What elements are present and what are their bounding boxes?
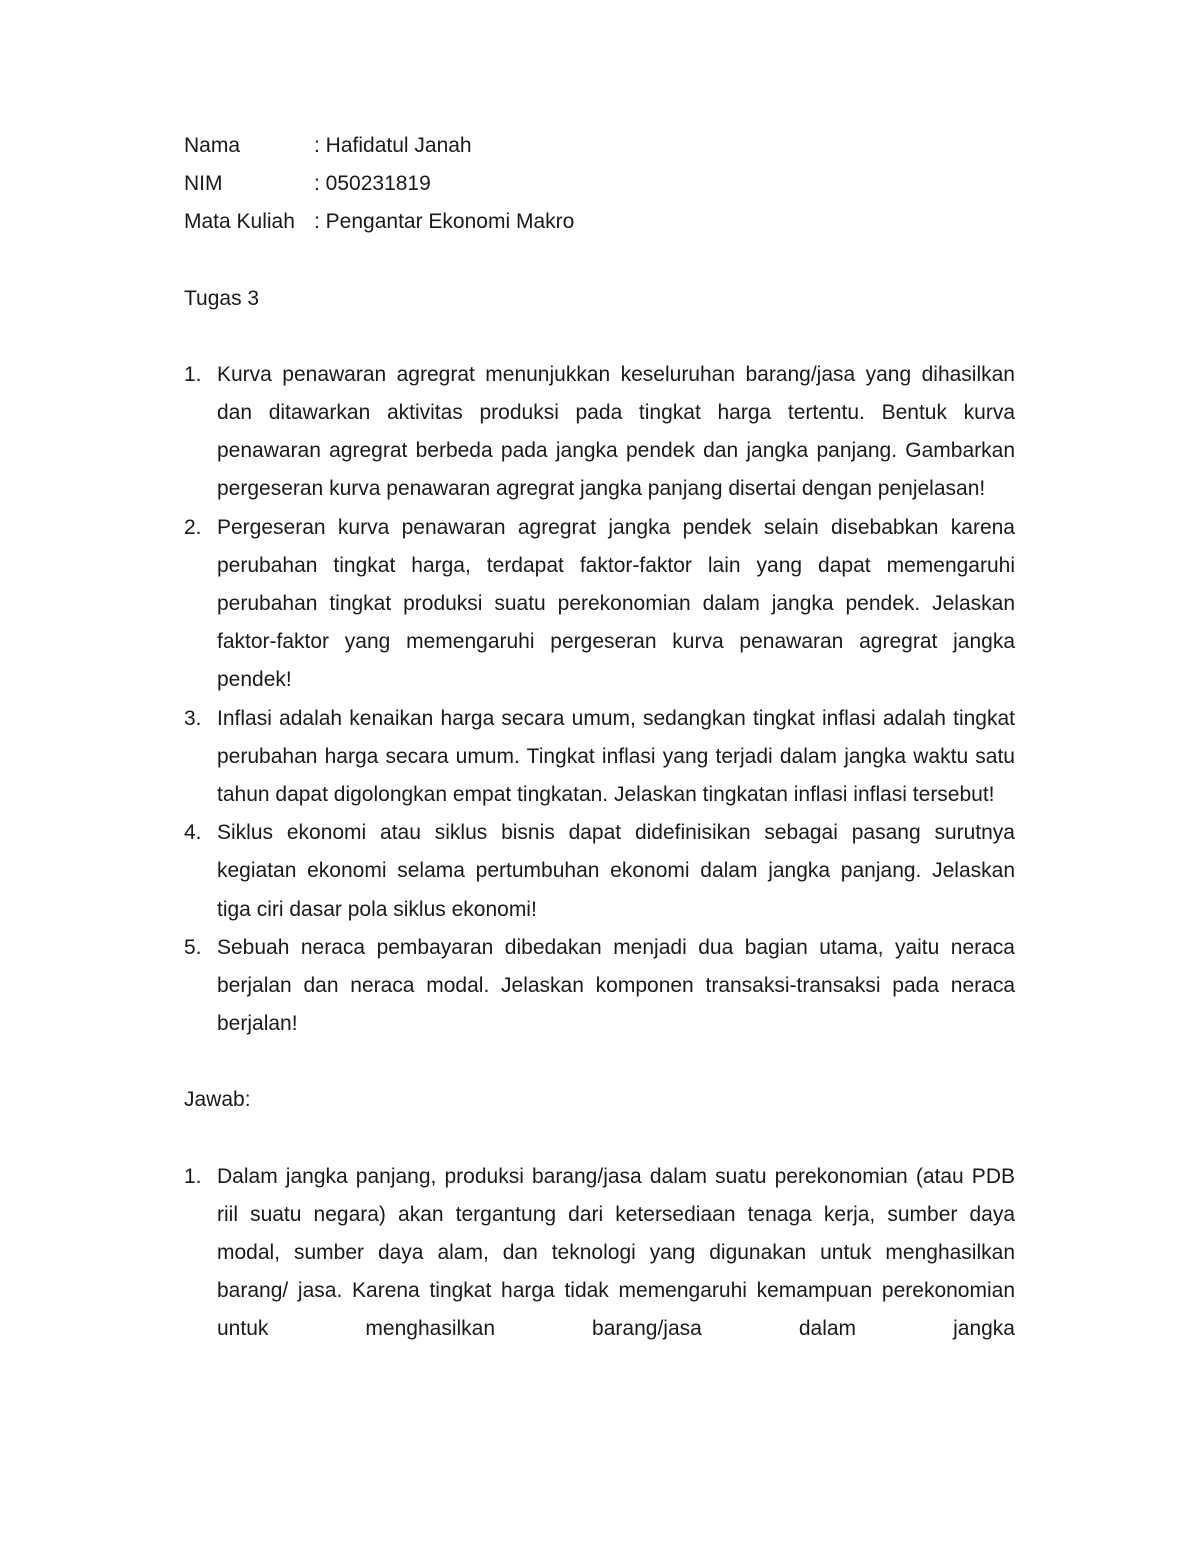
- answer-text: Dalam jangka panjang, produksi barang/jasa dalam suatu perekonomian (atau PDB riil suatu negara) akan tergantung dari ketersediaan tenaga kerja, sumber daya modal, sumber daya alam, dan teknologi yang digunakan untuk menghasilkan barang/ jasa. Karena tingkat harga tidak memengaruhi kemampuan perekonomian untuk menghasilkan barang/jasa dalam jangka: [217, 1164, 1015, 1341]
- answer-item: [184, 1158, 1015, 1349]
- answer-list: [184, 1158, 1015, 1349]
- question-list: [184, 356, 1015, 1044]
- question-number: 1.: [184, 362, 202, 386]
- nama-label: Nama: [184, 134, 241, 157]
- question-number: 3.: [184, 706, 202, 730]
- document-content: [184, 127, 1015, 1349]
- question-item: [184, 509, 1015, 700]
- question-item: [184, 356, 1015, 509]
- nim-label: NIM: [184, 172, 223, 196]
- question-number: 4.: [184, 821, 202, 845]
- question-number: 2.: [184, 515, 202, 539]
- question-text: Kurva penawaran agregrat menunjukkan keseluruhan barang/jasa yang dihasilkan dan ditawarkan aktivitas produksi pada tingkat harga tertentu. Bentuk kurva penawaran agregrat berbeda pada jangka pendek dan jangka panjang. Gambarkan pergeseran kurva penawaran agregrat jangka panjang disertai dengan penjelasan!: [217, 362, 1015, 501]
- question-text: Pergeseran kurva penawaran agregrat jangka pendek selain disebabkan karena perubahan tingkat harga, terdapat faktor-faktor lain yang dapat memengaruhi perubahan tingkat produksi suatu perekonomian dalam jangka pendek. Jelaskan faktor-faktor yang memengaruhi pergeseran kurva penawaran agregrat jangka pendek!: [217, 515, 1015, 692]
- info-row-nim: [184, 165, 1015, 203]
- question-item: [184, 814, 1015, 929]
- answer-title: Jawab:: [184, 1088, 251, 1112]
- info-row-mata-kuliah: [184, 203, 1015, 241]
- nama-value: : Hafidatul Janah: [314, 134, 472, 157]
- task-title: Tugas 3: [184, 286, 260, 310]
- question-item: [184, 929, 1015, 1044]
- question-text: Siklus ekonomi atau siklus bisnis dapat didefinisikan sebagai pasang surutnya kegiatan ekonomi selama pertumbuhan ekonomi dalam jangka panjang. Jelaskan tiga ciri dasar pola siklus ekonomi!: [217, 821, 1015, 921]
- nim-value: : 050231819: [314, 172, 431, 196]
- mata-kuliah-label: Mata Kuliah: [184, 210, 295, 234]
- question-text: Inflasi adalah kenaikan harga secara umum, sedangkan tingkat inflasi adalah tingkat perubahan harga secara umum. Tingkat inflasi yang terjadi dalam jangka waktu satu tahun dapat digolongkan empat tingkatan. Jelaskan tingkatan inflasi inflasi tersebut!: [217, 706, 1015, 806]
- question-text: Sebuah neraca pembayaran dibedakan menjadi dua bagian utama, yaitu neraca berjalan dan neraca modal. Jelaskan komponen transaksi-transaksi pada neraca berjalan!: [217, 935, 1015, 1036]
- info-row-nama: [184, 127, 1015, 165]
- question-item: [184, 700, 1015, 815]
- mata-kuliah-value: : Pengantar Ekonomi Makro: [314, 210, 575, 234]
- answer-number: 1.: [184, 1164, 202, 1188]
- question-number: 5.: [184, 935, 202, 959]
